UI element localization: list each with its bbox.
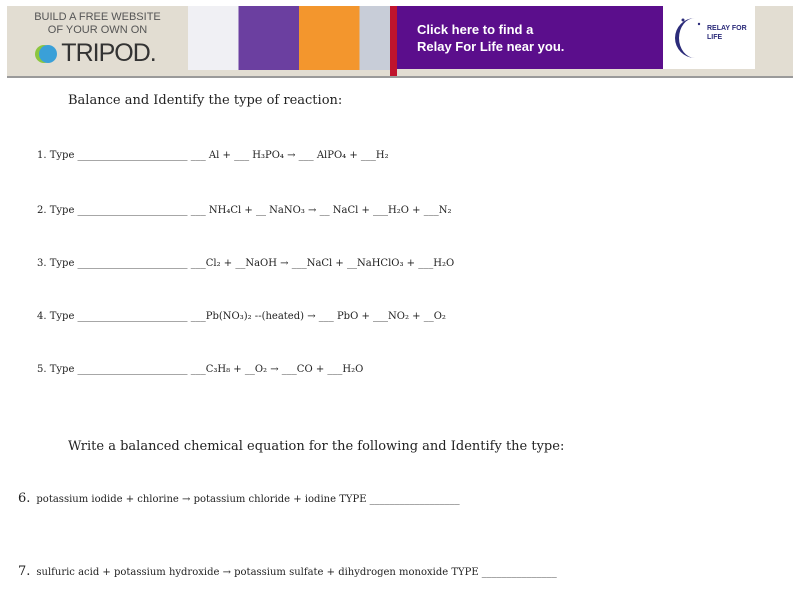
ad-banner[interactable] xyxy=(7,6,793,78)
q-number: 6. xyxy=(18,491,31,506)
tripod-ad[interactable] xyxy=(7,6,188,76)
q-label: 5. Type xyxy=(37,364,75,375)
tripod-line1: BUILD A FREE WEBSITE xyxy=(34,11,161,23)
q-text: potassium iodide + chlorine → potassium chloride + iodine TYPE __________________ xyxy=(36,494,460,505)
question-5 xyxy=(37,362,363,378)
q-label: 3. Type xyxy=(37,258,75,269)
question-3 xyxy=(37,256,454,272)
ad-photo[interactable] xyxy=(188,6,390,70)
type-blank: ______________________ xyxy=(77,258,188,269)
equation: ___Cl₂ + __NaOH → ___NaCl + __NaHClO₃ + ___H₂O xyxy=(190,258,455,269)
q-label: 2. Type xyxy=(37,205,75,216)
section1-heading: Balance and Identify the type of reaction: xyxy=(68,93,343,108)
equation: ___ NH₄Cl + __ NaNO₃ → __ NaCl + ___H₂O + ___N₂ xyxy=(190,205,452,216)
equation: ___ Al + ___ H₃PO₄ → ___ AlPO₄ + ___H₂ xyxy=(190,150,389,161)
cta-line1: Click here to find a xyxy=(417,22,534,37)
tripod-logo-text: TRIPOD. xyxy=(61,39,156,67)
q-number: 7. xyxy=(18,564,31,579)
equation: ___Pb(NO₃)₂ --(heated) → ___ PbO + ___NO₂ + __O₂ xyxy=(190,311,446,322)
question-7 xyxy=(18,564,557,581)
relay-cta[interactable] xyxy=(397,6,663,69)
tripod-logo[interactable] xyxy=(7,39,188,67)
question-1 xyxy=(37,148,389,164)
section2-heading: Write a balanced chemical equation for the following and Identify the type: xyxy=(68,439,565,454)
cta-line2: Relay For Life near you. xyxy=(417,39,565,54)
type-blank: ______________________ xyxy=(77,364,188,375)
q-label: 1. Type xyxy=(37,150,75,161)
equation: ___C₃H₈ + __O₂ → ___CO + ___H₂O xyxy=(190,364,364,375)
type-blank: ______________________ xyxy=(77,150,188,161)
type-blank: ______________________ xyxy=(77,311,188,322)
question-4 xyxy=(37,309,446,325)
moon-icon xyxy=(675,14,703,62)
type-blank: ______________________ xyxy=(77,205,188,216)
question-2 xyxy=(37,203,451,219)
question-6 xyxy=(18,491,460,508)
relay-logo[interactable] xyxy=(663,6,755,69)
tripod-line2: OF YOUR OWN ON xyxy=(47,24,148,36)
q-text: sulfuric acid + potassium hydroxide → potassium sulfate + dihydrogen monoxide TYPE _______________ xyxy=(36,567,557,578)
q-label: 4. Type xyxy=(37,311,75,322)
relay-logo-text: RELAY FOR LIFE xyxy=(707,25,747,41)
tripod-dot-icon xyxy=(39,45,57,63)
ad-divider xyxy=(390,6,397,76)
